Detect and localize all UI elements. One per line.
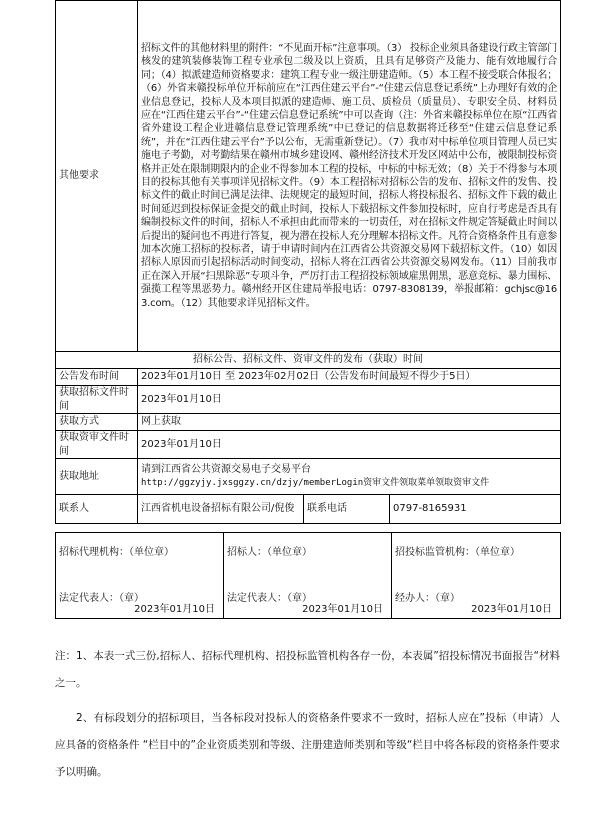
- contact-value: 江西省机电设备招标有限公司/倪俊: [138, 495, 304, 524]
- other-requirements-label: 其他要求: [56, 1, 138, 352]
- phone-value: 0797-8165931: [390, 495, 561, 524]
- supervisor-handler: 经办人：（章）: [395, 592, 460, 604]
- tenderer-legal-rep: 法定代表人：（章）: [227, 592, 312, 604]
- notes: [55, 643, 560, 786]
- get-qual-time-label: 获取资审文件时间: [56, 431, 138, 459]
- phone-label: 联系电话: [304, 495, 390, 524]
- signature-supervisor: [392, 533, 561, 619]
- tenderer-org-seal: 招标人：（单位章）: [227, 546, 312, 558]
- supervisor-date: 2023年01月10日: [471, 603, 552, 615]
- section-title: 招标公告、招标文件、资审文件的发布（获取）时间: [56, 352, 561, 369]
- tenderer-date: 2023年01月10日: [302, 603, 383, 615]
- contact-label: 联系人: [56, 495, 138, 524]
- signature-table: [55, 532, 561, 619]
- agency-date: 2023年01月10日: [134, 603, 215, 615]
- get-method-value: 网上获取: [138, 414, 561, 431]
- get-tender-time-label: 获取招标文件时间: [56, 386, 138, 414]
- note-2: 2、有标段划分的招标项目，当各标段对投标人的资格条件要求不一致时，招标人应在”投标（申请）人应具备的资格条件 “栏目中的”企业资质类别和等级、注册建造师类别和等级“栏目中将各标段的资格条件要求予以明确。: [55, 712, 560, 778]
- tender-info-table: [55, 0, 561, 524]
- publish-time-value: 2023年01月10日 至 2023年02月02日（公告发布时间最短不得少于5日）: [138, 369, 561, 386]
- publish-time-label: 公告发布时间: [56, 369, 138, 386]
- agency-legal-rep: 法定代表人：（章）: [59, 592, 144, 604]
- address-url: http://ggzyjy.jxsggzy.cn/dzjy/memberLogin资审文件领取菜单领取资审文件: [141, 477, 490, 488]
- signature-tenderer: [224, 533, 392, 619]
- get-tender-time-value: 2023年01月10日: [138, 386, 561, 414]
- get-method-label: 获取方式: [56, 414, 138, 431]
- other-requirements-content: 招标文件的其他材料里的附件：“不见面开标”注意事项。（3） 投标企业须具备建设行政主管部门核发的建筑装修装饰工程专业承包二级及以上资质，且具有足够资产及能力、能有效地履行合同；（4）拟派建造师资格要求：建筑工程专业一级注册建造师。（5）本工程不接受联合体报名；（6）外省来赣投标单位开标前应在“江西住建云平台”-“住建云信息登记系统”上办理好有效的企业信息登记，投标人及本项目拟派的建造师、施工员、质检员（质量员）、专职安全员、材料员应在“江西住建云平台”-“住建云信息登记系统”中可以查询（注：外省来赣投标单位在原“江西省省外建设工程企业进赣信息登记管理系统”中已登记的信息数据将迁移至“住建云信息登记系统”，并在“江西住建云平台”予以公布，无需重新登记）。（7）我市对中标单位项目管理人员已实施电子考勤，对考勤结果在赣州市城乡建设网、赣州经济技术开发区网站中公布，被限制投标资格并正处在限制期限内的企业不得参加本工程的投标，中标的中标无效；（8）关于不得参与本项目的投标其他有关事项详见招标文件。（9）本工程招标对招标公告的发布、招标文件的发售、投标文件的截止时间已满足法律、法规规定的最短时间，招标人将投标报名、招标文件下载的截止时间延迟到投标保证金提交的截止时间，投标人下载招标文件参加投标时，应自行考虑是否具有编制投标文件的时间，招标人不承担由此而带来的一切责任，对在招标文件规定答疑截止时间以后提出的疑问也不再进行答复，视为潜在投标人充分理解本招标文件。凡符合资格条件且有意参加本次施工招标的投标者，请于申请时间内在江西省公共资源交易网下载招标文件。（10）如因招标人原因而引起招标活动时间变动，招标人将在江西省公共资源交易网发布。（11）目前我市正在深入开展“扫黑除恶”专项斗争，严厉打击工程招投标领域雇黑佣黑，恶意竞标、暴力围标、强揽工程等黑恶势力。赣州经开区住建局举报电话：0797-8308139，举报邮箱：gchjsc@163.com。（12）其他要求详见招标文件。: [138, 1, 561, 352]
- get-address-label: 获取地址: [56, 459, 138, 495]
- note-1: 注：1、本表一式三份,招标人、招标代理机构、招投标监管机构各存一份，本表属”招投标情况书面报告“材料之一。: [55, 650, 560, 689]
- get-qual-time-value: 2023年01月10日: [138, 431, 561, 459]
- agency-org-seal: 招标代理机构：（单位章）: [59, 546, 174, 558]
- signature-agency: [56, 533, 224, 619]
- supervisor-org-seal: 招投标监管机构：（单位章）: [395, 546, 520, 558]
- address-line-1: 请到江西省公共资源交易电子交易平台: [141, 464, 311, 476]
- get-address-value: [138, 459, 561, 495]
